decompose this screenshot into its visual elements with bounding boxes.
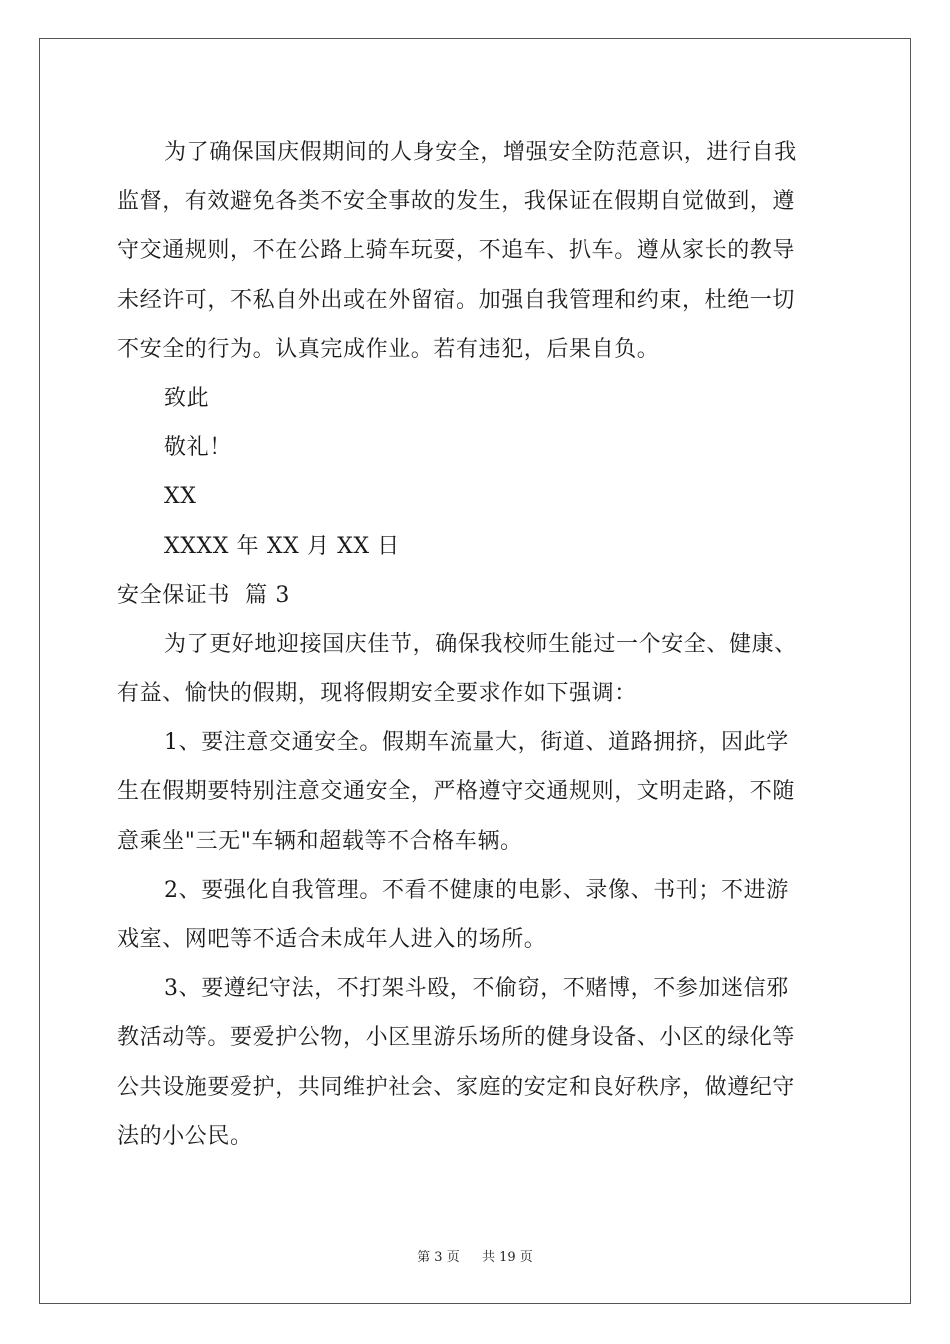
paragraph-line: 为了确保国庆假期间的人身安全，增强安全防范意识，进行自我	[164, 140, 797, 165]
paragraph-line: 意乘坐"三无"车辆和超载等不合格车辆。	[117, 828, 523, 854]
document-body	[117, 128, 837, 1161]
paragraph-line: 有益、愉快的假期，现将假期安全要求作如下强调：	[117, 681, 637, 707]
paragraph-line: 1、要注意交通安全。假期车流量大，街道、道路拥挤，因此学	[164, 730, 789, 756]
signature-name: XX	[164, 484, 197, 510]
paragraph-line: 2、要强化自我管理。不看不健康的电影、录像、书刊；不进游	[164, 877, 789, 903]
paragraph-line: 不安全的行为。认真完成作业。若有违犯，后果自负。	[117, 336, 660, 362]
paragraph-line: 3、要遵纪守法，不打架斗殴，不偷窃，不赌博，不参加迷信邪	[164, 976, 789, 1002]
salutation-line: 敬礼！	[164, 435, 232, 461]
closing-line: 致此	[164, 385, 210, 411]
paragraph-line: 监督，有效避免各类不安全事故的发生，我保证在假期自觉做到，遵	[117, 189, 796, 215]
page-number: 第 3 页	[417, 1250, 460, 1265]
page-total: 共 19 页	[482, 1250, 533, 1265]
paragraph-line: 生在假期要特别注意交通安全，严格遵守交通规则，文明走路，不随	[117, 779, 796, 805]
signature-date: XXXX 年 XX 月 XX 日	[164, 533, 400, 559]
paragraph-line: 未经许可，不私自外出或在外留宿。加强自我管理和约束，杜绝一切	[117, 287, 796, 313]
paragraph-line: 为了更好地迎接国庆佳节，确保我校师生能过一个安全、健康、	[164, 631, 797, 657]
paragraph-line: 法的小公民。	[117, 1123, 253, 1149]
paragraph-line: 教活动等。要爱护公物，小区里游乐场所的健身设备、小区的绿化等	[117, 1025, 796, 1051]
paragraph-line: 守交通规则，不在公路上骑车玩耍，不追车、扒车。遵从家长的教导	[117, 238, 796, 264]
paragraph-line: 戏室、网吧等不适合未成年人进入的场所。	[117, 927, 547, 952]
page-footer	[0, 1246, 950, 1265]
paragraph-line: 公共设施要爱护，共同维护社会、家庭的安定和良好秩序，做遵纪守	[117, 1074, 796, 1100]
section-heading: 安全保证书 篇 3	[117, 582, 290, 608]
